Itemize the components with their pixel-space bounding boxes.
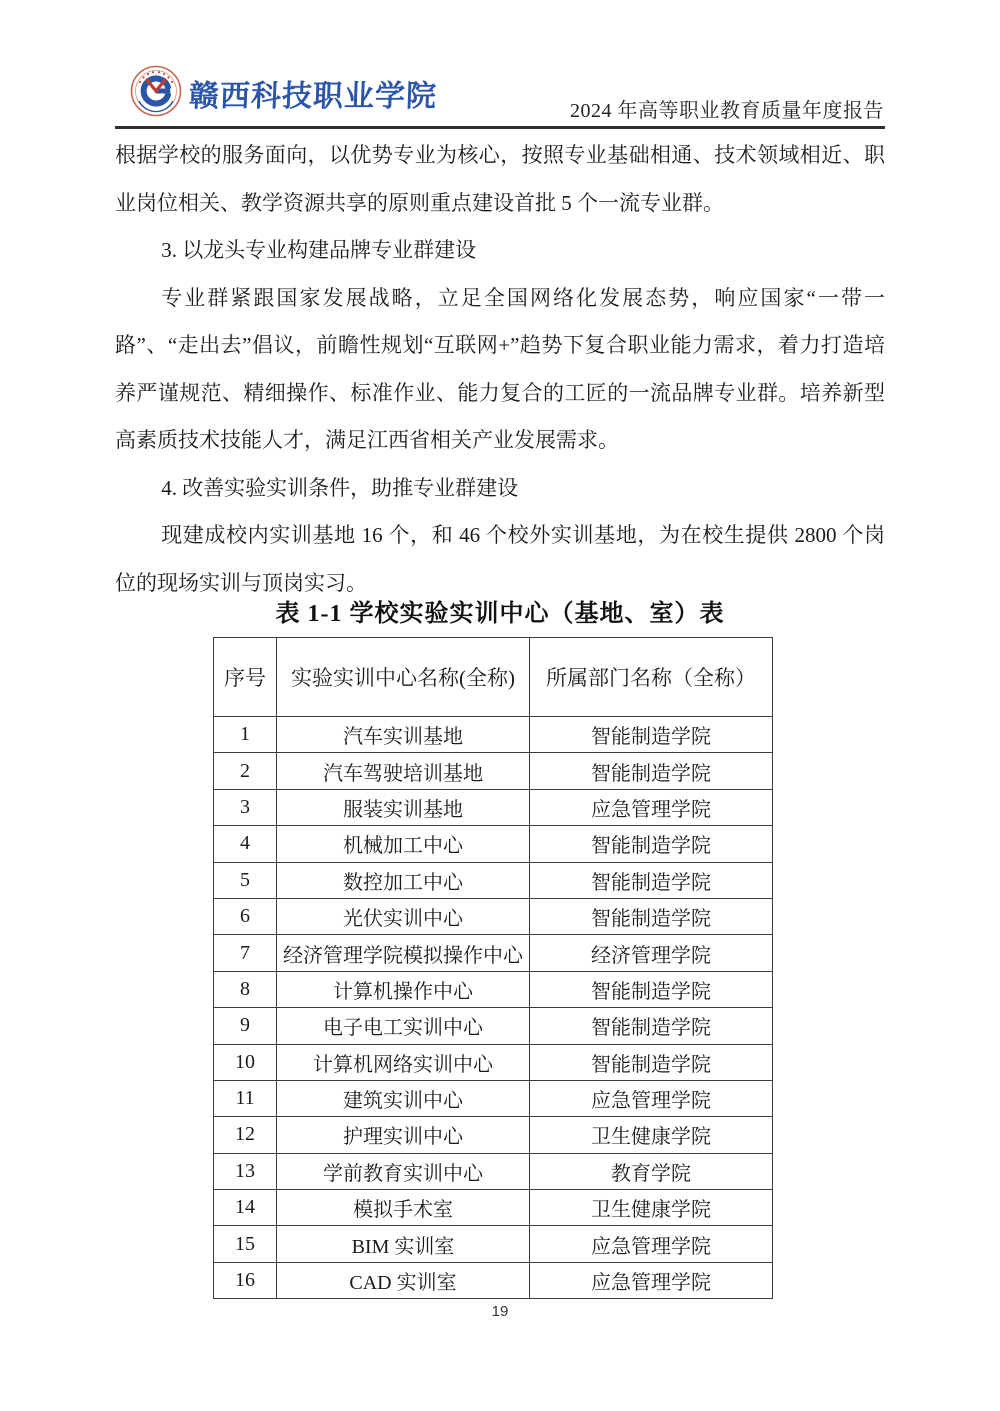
- column-header-department: 所属部门名称（全称）: [530, 638, 773, 717]
- cell-department: 智能制造学院: [530, 753, 773, 789]
- table-row: [214, 862, 773, 898]
- cell-index: 15: [214, 1226, 277, 1262]
- paragraph: 专业群紧跟国家发展战略，立足全国网络化发展态势，响应国家“一带一路”、“走出去”倡议，前瞻性规划“互联网+”趋势下复合职业能力需求，着力打造培养严谨规范、精细操作、标准作业、能力复合的工匠的一流品牌专业群。培养新型高素质技术技能人才，满足江西省相关产业发展需求。: [115, 285, 885, 452]
- table-row: [214, 826, 773, 862]
- cell-index: 16: [214, 1262, 277, 1298]
- cell-department: 应急管理学院: [530, 1226, 773, 1262]
- cell-center-name: 电子电工实训中心: [277, 1008, 530, 1044]
- cell-department: 应急管理学院: [530, 789, 773, 825]
- cell-index: 7: [214, 935, 277, 971]
- cell-department: 智能制造学院: [530, 898, 773, 934]
- cell-center-name: 模拟手术室: [277, 1190, 530, 1226]
- cell-index: 13: [214, 1153, 277, 1189]
- cell-index: 9: [214, 1008, 277, 1044]
- section-heading-4: 4. 改善实验实训条件，助推专业群建设: [161, 475, 519, 500]
- cell-index: 1: [214, 717, 277, 753]
- table-row: [214, 753, 773, 789]
- cell-department: 卫生健康学院: [530, 1117, 773, 1153]
- table-row: [214, 1044, 773, 1080]
- column-header-center-name: 实验实训中心名称(全称): [277, 638, 530, 717]
- cell-index: 2: [214, 753, 277, 789]
- cell-department: 经济管理学院: [530, 935, 773, 971]
- cell-index: 8: [214, 971, 277, 1007]
- table-row: [214, 1117, 773, 1153]
- cell-department: 智能制造学院: [530, 1008, 773, 1044]
- table-row: [214, 1153, 773, 1189]
- cell-center-name: 光伏实训中心: [277, 898, 530, 934]
- table-row: [214, 717, 773, 753]
- cell-center-name: 经济管理学院模拟操作中心: [277, 935, 530, 971]
- table-row: [214, 898, 773, 934]
- table-title: 表 1-1 学校实验实训中心（基地、室）表: [275, 601, 725, 627]
- cell-center-name: 汽车实训基地: [277, 717, 530, 753]
- table-row: [214, 1080, 773, 1116]
- cell-department: 卫生健康学院: [530, 1190, 773, 1226]
- cell-center-name: 机械加工中心: [277, 826, 530, 862]
- cell-department: 应急管理学院: [530, 1080, 773, 1116]
- cell-department: 智能制造学院: [530, 971, 773, 1007]
- cell-center-name: 学前教育实训中心: [277, 1153, 530, 1189]
- cell-center-name: CAD 实训室: [277, 1262, 530, 1298]
- cell-center-name: 计算机网络实训中心: [277, 1044, 530, 1080]
- cell-center-name: 数控加工中心: [277, 862, 530, 898]
- school-name: 赣西科技职业学院: [188, 80, 438, 113]
- cell-center-name: 服装实训基地: [277, 789, 530, 825]
- table-row: [214, 789, 773, 825]
- cell-center-name: 护理实训中心: [277, 1117, 530, 1153]
- table-row: [214, 971, 773, 1007]
- cell-index: 10: [214, 1044, 277, 1080]
- paragraph: 现建成校内实训基地 16 个，和 46 个校外实训基地，为在校生提供 2800 个岗位的现场实训与顶岗实习。: [115, 523, 885, 595]
- cell-index: 3: [214, 789, 277, 825]
- cell-center-name: 计算机操作中心: [277, 971, 530, 1007]
- column-header-index: 序号: [214, 638, 277, 717]
- cell-index: 6: [214, 898, 277, 934]
- cell-index: 11: [214, 1080, 277, 1116]
- table-row: [214, 1008, 773, 1044]
- table-body: [214, 717, 773, 1299]
- table-row: [214, 935, 773, 971]
- section-heading-3: 3. 以龙头专业构建品牌专业群建设: [161, 238, 477, 262]
- cell-department: 智能制造学院: [530, 717, 773, 753]
- cell-department: 智能制造学院: [530, 862, 773, 898]
- cell-index: 14: [214, 1190, 277, 1226]
- school-emblem-icon: [130, 65, 182, 117]
- table-row: [214, 1226, 773, 1262]
- body-text: [115, 132, 885, 607]
- cell-department: 智能制造学院: [530, 1044, 773, 1080]
- cell-index: 5: [214, 862, 277, 898]
- training-centers-table: [213, 637, 773, 1299]
- paragraph: 根据学校的服务面向，以优势专业为核心，按照专业基础相通、技术领域相近、职业岗位相关、教学资源共享的原则重点建设首批 5 个一流专业群。: [115, 143, 885, 215]
- table-header-row: [214, 638, 773, 717]
- cell-center-name: 汽车驾驶培训基地: [277, 753, 530, 789]
- header-rule: [115, 126, 885, 129]
- table-row: [214, 1190, 773, 1226]
- cell-department: 应急管理学院: [530, 1262, 773, 1298]
- cell-center-name: BIM 实训室: [277, 1226, 530, 1262]
- cell-center-name: 建筑实训中心: [277, 1080, 530, 1116]
- table-row: [214, 1262, 773, 1298]
- cell-index: 4: [214, 826, 277, 862]
- page-number: 19: [491, 1303, 509, 1320]
- cell-department: 教育学院: [530, 1153, 773, 1189]
- cell-index: 12: [214, 1117, 277, 1153]
- report-title: 2024 年高等职业教育质量年度报告: [570, 100, 884, 122]
- cell-department: 智能制造学院: [530, 826, 773, 862]
